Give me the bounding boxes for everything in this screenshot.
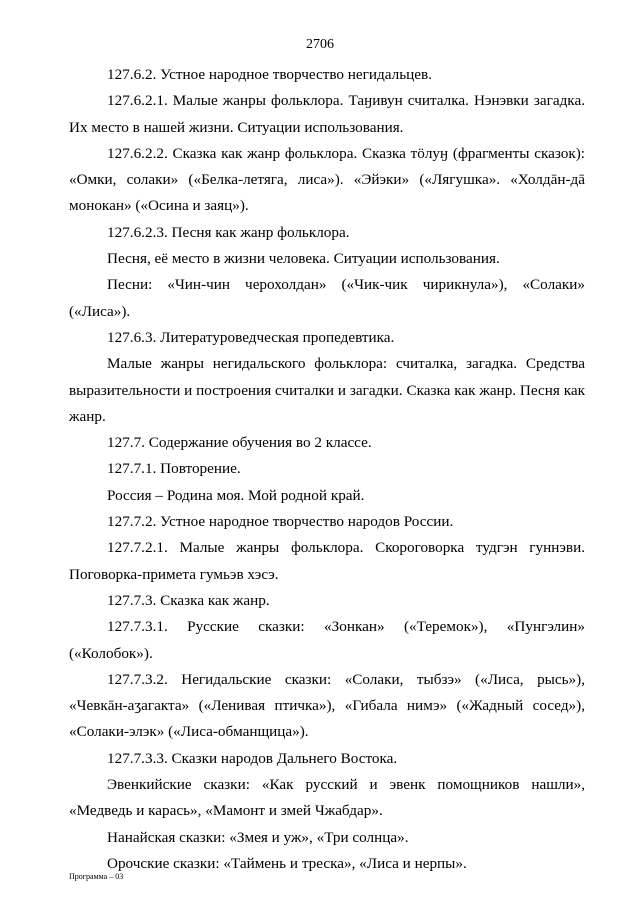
- paragraph: Эвенкийские сказки: «Как русский и эвенк помощников нашли», «Медведь и карась», «Мамонт и змей Чжабдар».: [69, 776, 585, 820]
- paragraph: 127.7.2. Устное народное творчество народов России.: [107, 513, 454, 531]
- paragraph: 127.6.2.3. Песня как жанр фольклора.: [107, 223, 350, 241]
- paragraph: Песня, её место в жизни человека. Ситуации использования.: [107, 250, 500, 268]
- paragraph: 127.7.3.2. Негидальские сказки: «Солаки, тыбзэ» («Лиса, рысь»), «Чевкāн-аӡагакта» («Ленивая птичка»), «Гибала нимэ» («Жадный сосед»), «Солаки-элэк» («Лиса-обманщица»).: [69, 670, 585, 741]
- paragraph: 127.6.2.1. Малые жанры фольклора. Таӈивун считалка. Нэнэвки загадка. Их место в нашей жизни. Ситуации использования.: [69, 92, 585, 136]
- paragraph: 127.7.1. Повторение.: [107, 460, 241, 478]
- paragraph: 127.7.3.3. Сказки народов Дальнего Востока.: [107, 749, 398, 767]
- paragraph: 127.7.3. Сказка как жанр.: [107, 591, 270, 609]
- page-footer: Программа – 03: [69, 872, 124, 881]
- paragraph: Орочские сказки: «Таймень и треска», «Лиса и нерпы».: [107, 854, 467, 872]
- paragraph: 127.7.3.1. Русские сказки: «Зонкан» («Теремок»), «Пунгэлин» («Колобок»).: [69, 618, 585, 662]
- paragraph: 127.7.2.1. Малые жанры фольклора. Скороговорка тудгэн гуннэви. Поговорка-примета гумьэв хэсэ.: [69, 539, 585, 583]
- paragraph: 127.7. Содержание обучения во 2 классе.: [107, 434, 372, 452]
- paragraph: Нанайская сказки: «Змея и уж», «Три солнца».: [107, 828, 409, 846]
- paragraph: Россия – Родина моя. Мой родной край.: [107, 486, 365, 504]
- document-body: [69, 62, 585, 877]
- page-number: 2706: [306, 37, 334, 52]
- paragraph: Песни: «Чин-чин черохолдан» («Чик-чик чирикнула»), «Солаки» («Лиса»).: [69, 276, 585, 320]
- paragraph: 127.6.3. Литературоведческая пропедевтика.: [107, 328, 395, 346]
- paragraph: 127.6.2. Устное народное творчество негидальцев.: [107, 66, 432, 83]
- paragraph: 127.6.2.2. Сказка как жанр фольклора. Сказка тӧлуӈ (фрагменты сказок): «Омки, солаки» («Белка-летяга, лиса»). «Эйэки» («Лягушка». «Холдāн-дā монокан» («Осина и заяц»).: [69, 144, 585, 215]
- paragraph: Малые жанры негидальского фольклора: считалка, загадка. Средства выразительности и построения считалки и загадки. Сказка как жанр. Песня как жанр.: [69, 355, 585, 425]
